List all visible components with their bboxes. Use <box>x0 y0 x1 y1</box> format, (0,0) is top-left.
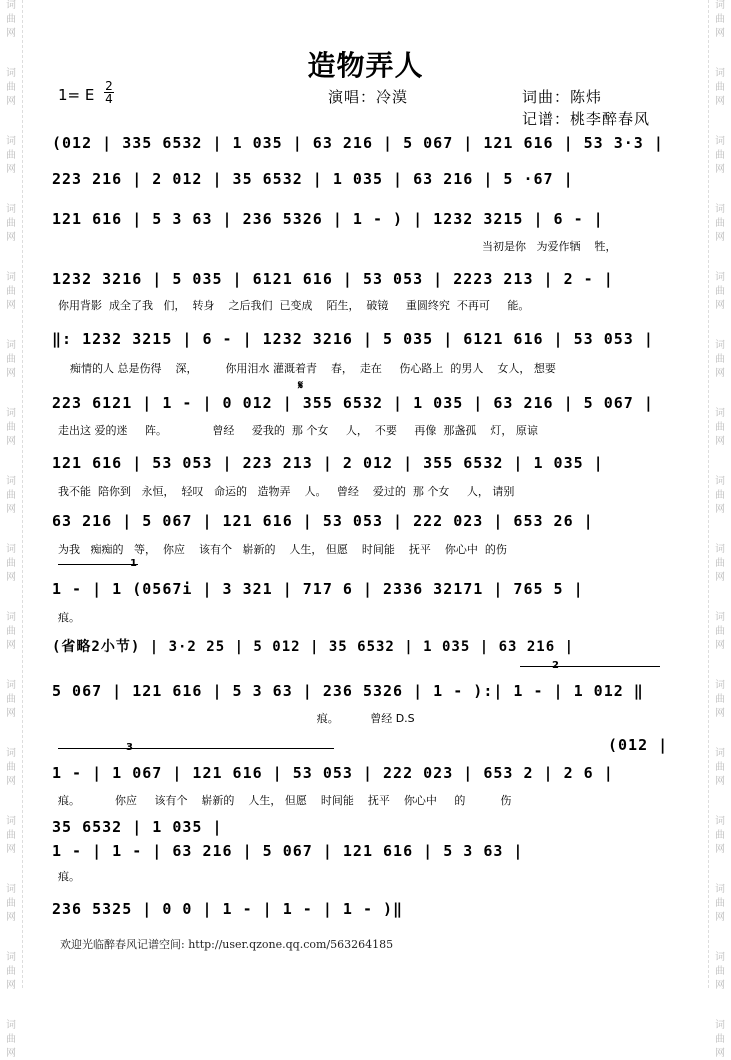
watermark-char: 曲 <box>6 558 16 569</box>
watermark-char: 曲 <box>715 286 725 297</box>
watermark-char: 曲 <box>715 490 725 501</box>
watermark-char: 词 <box>6 476 16 487</box>
score-row: (012 | 335 6532 | 1 035 | 63 216 | 5 067 | 121 616 | 53 3·3 | <box>52 134 664 152</box>
watermark-char: 网 <box>6 980 16 991</box>
watermark-char: 词 <box>715 340 725 351</box>
transcriber-credit: 记谱：桃李醉春风 <box>522 110 651 128</box>
volta-number-1: 1 <box>130 558 137 569</box>
volta-bracket-3 <box>58 748 334 749</box>
watermark-char: 词 <box>6 272 16 283</box>
score-row: (省略2小节) | 3·2 25 | 5 012 | 35 6532 | 1 035 | 63 216 | <box>52 639 575 655</box>
watermark-char: 词 <box>6 1020 16 1031</box>
watermark-char: 词 <box>6 884 16 895</box>
watermark-char: 曲 <box>715 626 725 637</box>
watermark-char: 词 <box>6 748 16 759</box>
song-title: 造物弄人 <box>307 49 424 82</box>
watermark-char: 网 <box>6 504 16 515</box>
score-row: 5 067 | 121 616 | 5 3 63 | 236 5326 | 1 - ):| 1 - | 1 012 ‖ <box>52 682 644 700</box>
score-row: 63 216 | 5 067 | 121 616 | 53 053 | 222 023 | 653 26 | <box>52 512 594 530</box>
score-row: (012 | <box>608 736 669 754</box>
watermark-char: 词 <box>6 680 16 691</box>
score-row: 35 6532 | 1 035 | <box>52 818 223 836</box>
watermark-char: 曲 <box>715 966 725 977</box>
watermark-char: 曲 <box>6 898 16 909</box>
watermark-char: 词 <box>715 408 725 419</box>
watermark-char: 词 <box>6 816 16 827</box>
score-row: 223 216 | 2 012 | 35 6532 | 1 035 | 63 216 | 5 ·67 | <box>52 170 574 188</box>
watermark-char: 网 <box>715 504 725 515</box>
watermark-char: 网 <box>715 572 725 583</box>
watermark-char: 网 <box>6 368 16 379</box>
watermark-char: 词 <box>6 408 16 419</box>
volta-bracket-1 <box>58 564 138 565</box>
watermark-char: 词 <box>6 544 16 555</box>
watermark-char: 网 <box>6 640 16 651</box>
volta-number-2: 2 <box>552 660 559 671</box>
watermark-char: 词 <box>6 0 16 11</box>
watermark-char: 曲 <box>6 286 16 297</box>
watermark-char: 曲 <box>6 966 16 977</box>
lyric-line: 痕。 曾经 D.S <box>58 712 415 725</box>
watermark-char: 网 <box>6 572 16 583</box>
lyric-line: 痕。 <box>58 870 80 883</box>
watermark-left <box>0 0 23 1059</box>
time-numerator: 2 <box>105 79 113 93</box>
watermark-char: 曲 <box>6 830 16 841</box>
singer-credit: 演唱：冷漠 <box>328 88 409 106</box>
watermark-char: 词 <box>715 748 725 759</box>
watermark-char: 曲 <box>6 422 16 433</box>
lyric-line: 痕。 你应 该有个 崭新的 人生， 但愿 时间能 抚平 你心中 的 伤 <box>58 794 512 807</box>
lyric-line: 为我 痴痴的 等， 你应 该有个 崭新的 人生， 但愿 时间能 抚平 你心中 的伤 <box>58 543 507 556</box>
watermark-char: 词 <box>6 204 16 215</box>
watermark-char: 网 <box>715 980 725 991</box>
watermark-char: 词 <box>6 340 16 351</box>
watermark-char: 网 <box>6 912 16 923</box>
watermark-char: 网 <box>715 96 725 107</box>
volta-number-3: 3 <box>126 742 133 753</box>
score-row: ‖: 1232 3215 | 6 - | 1232 3216 | 5 035 | 6121 616 | 53 053 | <box>52 330 654 348</box>
key-signature: 1= E <box>58 86 95 104</box>
watermark-char: 曲 <box>6 218 16 229</box>
watermark-char: 网 <box>6 708 16 719</box>
lyric-line: 当初是你 为爱作牺 牲， <box>482 240 617 253</box>
watermark-char: 曲 <box>715 558 725 569</box>
watermark-char: 曲 <box>715 898 725 909</box>
watermark-char: 曲 <box>6 694 16 705</box>
watermark-char: 词 <box>715 476 725 487</box>
score-row: 1232 3216 | 5 035 | 6121 616 | 53 053 | 2223 213 | 2 - | <box>52 270 614 288</box>
score-row: 223 6121 | 1 - | 0 012 | 355 6532 | 1 035 | 63 216 | 5 067 | <box>52 394 654 412</box>
watermark-char: 词 <box>6 136 16 147</box>
score-row: 236 5325 | 0 0 | 1 - | 1 - | 1 - )‖ <box>52 900 404 918</box>
watermark-char: 曲 <box>715 14 725 25</box>
watermark-char: 词 <box>715 680 725 691</box>
watermark-char: 词 <box>715 544 725 555</box>
time-denominator: 4 <box>105 92 113 106</box>
watermark-char: 网 <box>715 1048 725 1059</box>
watermark-char: 网 <box>715 436 725 447</box>
watermark-char: 词 <box>6 612 16 623</box>
watermark-char: 曲 <box>6 354 16 365</box>
watermark-char: 曲 <box>6 762 16 773</box>
watermark-char: 曲 <box>715 82 725 93</box>
watermark-char: 曲 <box>715 762 725 773</box>
watermark-char: 曲 <box>6 14 16 25</box>
segno-sign: 𝄋 <box>298 378 304 392</box>
watermark-char: 网 <box>715 368 725 379</box>
watermark-char: 网 <box>6 28 16 39</box>
watermark-char: 曲 <box>715 830 725 841</box>
watermark-char: 词 <box>6 68 16 79</box>
watermark-char: 词 <box>715 816 725 827</box>
watermark-char: 曲 <box>715 150 725 161</box>
watermark-char: 曲 <box>6 150 16 161</box>
watermark-char: 词 <box>715 68 725 79</box>
watermark-char: 曲 <box>6 82 16 93</box>
watermark-char: 网 <box>715 300 725 311</box>
watermark-char: 曲 <box>715 1034 725 1045</box>
watermark-char: 网 <box>6 164 16 175</box>
score-row: 121 616 | 5 3 63 | 236 5326 | 1 - ) | 1232 3215 | 6 - | <box>52 210 604 228</box>
watermark-char: 网 <box>715 844 725 855</box>
watermark-char: 词 <box>715 612 725 623</box>
score-row: 1 - | 1 - | 63 216 | 5 067 | 121 616 | 5 3 63 | <box>52 842 524 860</box>
watermark-char: 网 <box>6 96 16 107</box>
score-row: 1 - | 1 (0567i | 3 321 | 717 6 | 2336 32171 | 765 5 | <box>52 580 584 598</box>
score-row: 121 616 | 53 053 | 223 213 | 2 012 | 355 6532 | 1 035 | <box>52 454 604 472</box>
watermark-char: 曲 <box>715 218 725 229</box>
watermark-char: 网 <box>715 28 725 39</box>
score-row: 1 - | 1 067 | 121 616 | 53 053 | 222 023 | 653 2 | 2 6 | <box>52 764 614 782</box>
watermark-char: 词 <box>715 136 725 147</box>
watermark-char: 词 <box>715 884 725 895</box>
watermark-char: 网 <box>6 1048 16 1059</box>
watermark-char: 网 <box>715 776 725 787</box>
footer-link[interactable]: 欢迎光临醉春风记谱空间: http://user.qzone.qq.com/563264185 <box>60 938 394 951</box>
watermark-char: 词 <box>715 1020 725 1031</box>
watermark-char: 词 <box>6 952 16 963</box>
watermark-char: 网 <box>6 776 16 787</box>
watermark-char: 网 <box>715 708 725 719</box>
watermark-char: 网 <box>715 164 725 175</box>
watermark-char: 曲 <box>715 422 725 433</box>
watermark-char: 词 <box>715 204 725 215</box>
watermark-char: 曲 <box>6 1034 16 1045</box>
watermark-char: 网 <box>715 232 725 243</box>
lyric-line: 痴情的人 总是伤得 深， 你用泪水 灌溉着青 春， 走在 伤心路上 的男人 女人， 想要 <box>70 362 556 375</box>
watermark-char: 网 <box>6 232 16 243</box>
lyric-line: 走出这 爱的迷 阵。 曾经 爱我的 那 个女 人， 不要 再像 那盏孤 灯， 原谅 <box>58 424 538 437</box>
watermark-char: 网 <box>6 844 16 855</box>
time-signature <box>104 80 114 105</box>
watermark-char: 曲 <box>6 626 16 637</box>
watermark-char: 词 <box>715 0 725 11</box>
watermark-char: 词 <box>715 272 725 283</box>
watermark-char: 网 <box>6 436 16 447</box>
watermark-char: 曲 <box>715 354 725 365</box>
composer-credit: 词曲：陈炜 <box>522 88 603 106</box>
watermark-char: 曲 <box>6 490 16 501</box>
watermark-char: 词 <box>715 952 725 963</box>
lyric-line: 我不能 陪你到 永恒， 轻叹 命运的 造物弄 人。 曾经 爱过的 那 个女 人， 请别 <box>58 485 515 498</box>
watermark-char: 网 <box>715 640 725 651</box>
watermark-right <box>708 0 731 1059</box>
watermark-char: 网 <box>6 300 16 311</box>
lyric-line: 你用背影 成全了我 们， 转身 之后我们 已变成 陌生， 破镜 重圆终究 不再可 能。 <box>58 299 530 312</box>
watermark-char: 曲 <box>715 694 725 705</box>
lyric-line: 痕。 <box>58 611 80 624</box>
watermark-char: 网 <box>715 912 725 923</box>
volta-bracket-2 <box>520 666 660 667</box>
